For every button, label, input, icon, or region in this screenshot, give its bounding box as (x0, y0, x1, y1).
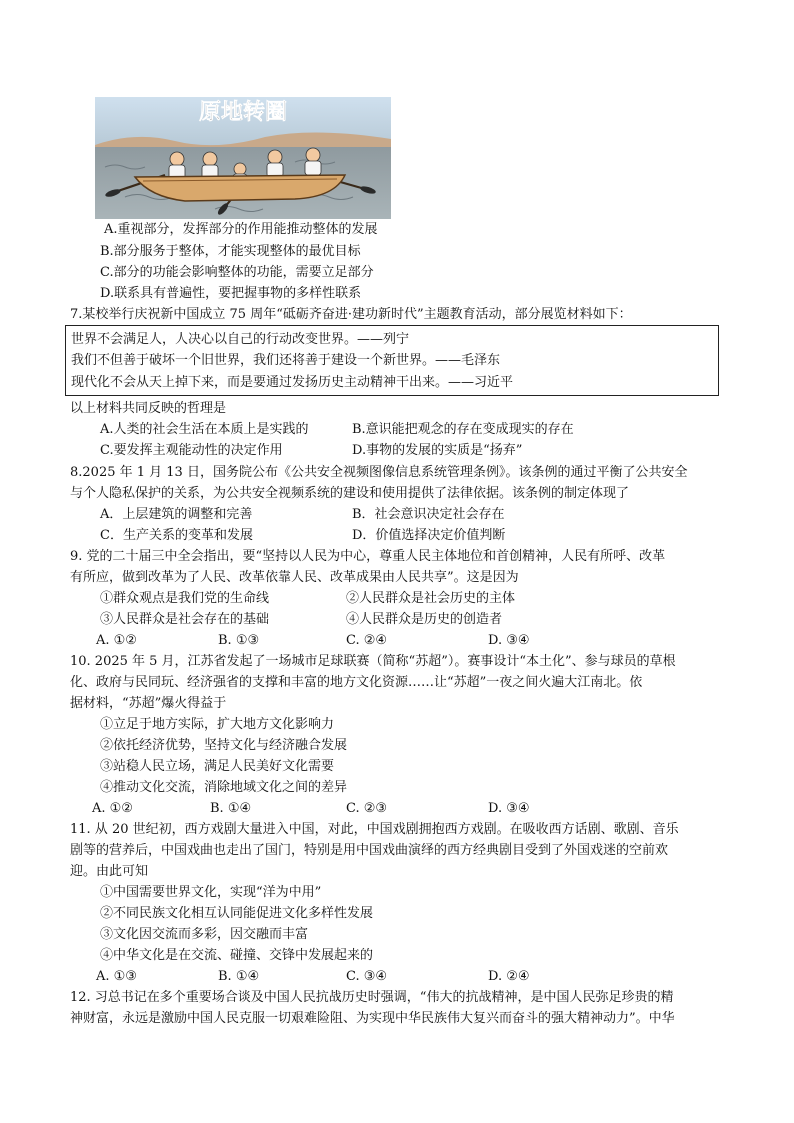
q7-option-c: C.要发挥主观能动性的决定作用 (100, 443, 283, 458)
cartoon-drawing (95, 97, 391, 219)
q10-item-1: ①立足于地方实际，扩大地方文化影响力 (100, 717, 335, 732)
q7-quote-lenin: 世界不会满足人，人决心以自己的行动改变世界。——列宁 (71, 332, 410, 347)
q11-option-d: D. ②④ (488, 969, 530, 984)
q11-option-b: B. ①④ (218, 969, 260, 984)
q9-option-c: C. ②④ (346, 633, 388, 648)
q12-stem-line2: 神财富，永远是激励中国人民克服一切艰难险阻、为实现中华民族伟大复兴而奋斗的强大精神动力”。中华 (70, 1011, 675, 1026)
q9-stem-line1: 9. 党的二十届三中全会指出，要“坚持以人民为中心，尊重人民主体地位和首创精神，人民有所呼、改革 (70, 549, 666, 564)
q8-stem-line1: 8.2025 年 1 月 13 日，国务院公布《公共安全视频图像信息系统管理条例》。该条例的通过平衡了公共安全 (70, 465, 688, 480)
q11-item-4: ④中华文化是在交流、碰撞、交锋中发展起来的 (100, 948, 374, 963)
q10-item-2: ②依托经济优势，坚持文化与经济融合发展 (100, 738, 348, 753)
q8-stem-line2: 与个人隐私保护的关系，为公共安全视频系统的建设和使用提供了法律依据。该条例的制定体现了 (70, 486, 630, 501)
q10-option-b: B. ①④ (210, 801, 252, 816)
q10-option-a: A. ①② (92, 801, 133, 816)
q11-stem-line1: 11. 从 20 世纪初，西方戏剧大量进入中国，对此，中国戏剧拥抱西方戏剧。在吸收西方话剧、歌剧、音乐 (70, 822, 679, 837)
q12-stem-line1: 12. 习总书记在多个重要场合谈及中国人民抗战历史时强调，“伟大的抗战精神，是中国人民弥足珍贵的精 (70, 990, 674, 1005)
q7-option-b: B.意识能把观念的存在变成现实的存在 (352, 422, 574, 437)
q11-stem-line2: 剧等的营养后，中国戏曲也走出了国门，特别是用中国戏曲演绎的西方经典剧目受到了外国戏迷的空前欢 (70, 843, 669, 858)
q8-option-c: C．生产关系的变革和发展 (100, 528, 253, 543)
q8-option-a: A．上层建筑的调整和完善 (100, 507, 253, 522)
q9-stem-line2: 有所应，做到改革为了人民、改革依靠人民、改革成果由人民共享”。这是因为 (70, 570, 519, 585)
q9-item-3: ③人民群众是社会存在的基础 (100, 612, 270, 627)
q9-option-a: A. ①② (96, 633, 137, 648)
q10-stem-line2: 化、政府与民同玩、经济强省的支撑和丰富的地方文化资源……让“苏超”一夜之间火遍大江南北。依 (70, 675, 643, 690)
q7-stem: 7.某校举行庆祝新中国成立 75 周年“砥砺齐奋进·建功新时代”主题教育活动，部分展览材料如下： (70, 307, 632, 322)
q8-option-b: B．社会意识决定社会存在 (352, 507, 505, 522)
rowing-boat-cartoon (95, 97, 391, 219)
q8-option-d: D．价值选择决定价值判断 (352, 528, 506, 543)
q11-option-a: A. ①③ (96, 969, 137, 984)
q10-item-3: ③站稳人民立场，满足人民美好文化需要 (100, 759, 335, 774)
q9-item-4: ④人民群众是历史的创造者 (346, 612, 503, 627)
q11-item-2: ②不同民族文化相互认同能促进文化多样性发展 (100, 906, 374, 921)
q7-question: 以上材料共同反映的哲理是 (70, 401, 227, 416)
q9-item-1: ①群众观点是我们党的生命线 (100, 591, 270, 606)
q11-item-3: ③文化因交流而多彩，因交融而丰富 (100, 927, 309, 942)
q7-quote-xi: 现代化不会从天上掉下来，而是要通过发扬历史主动精神干出来。——习近平 (71, 375, 514, 390)
q9-option-b: B. ①③ (218, 633, 260, 648)
q7-option-d: D.事物的发展的实质是“扬弃” (352, 443, 523, 458)
q11-stem-line3: 迎。由此可知 (70, 864, 149, 879)
q10-stem-line3: 据材料，“苏超”爆火得益于 (70, 696, 227, 711)
q6-option-d: D.联系具有普遍性，要把握事物的多样性联系 (100, 286, 362, 301)
q10-stem-line1: 10. 2025 年 5 月，江苏省发起了一场城市足球联赛（简称“苏超”）。赛事设计“本土化”、参与球员的草根 (70, 654, 676, 669)
cartoon-title: 原地转圈 (198, 100, 288, 125)
q10-option-c: C. ②③ (346, 801, 388, 816)
q9-item-2: ②人民群众是社会历史的主体 (346, 591, 516, 606)
q6-option-b: B.部分服务于整体，才能实现整体的最优目标 (100, 244, 361, 259)
q11-item-1: ①中国需要世界文化，实现“洋为中用” (100, 885, 322, 900)
q9-option-d: D. ③④ (488, 633, 530, 648)
q7-option-a: A.人类的社会生活在本质上是实践的 (100, 422, 309, 437)
q10-item-4: ④推动文化交流，消除地域文化之间的差异 (100, 780, 348, 795)
q10-option-d: D. ③④ (488, 801, 530, 816)
q7-quote-mao: 我们不但善于破坏一个旧世界，我们还将善于建设一个新世界。——毛泽东 (71, 353, 501, 368)
q11-option-c: C. ③④ (346, 969, 388, 984)
q6-option-a: A.重视部分，发挥部分的作用能推动整体的发展 (104, 222, 378, 237)
q6-option-c: C.部分的功能会影响整体的功能，需要立足部分 (100, 265, 374, 280)
